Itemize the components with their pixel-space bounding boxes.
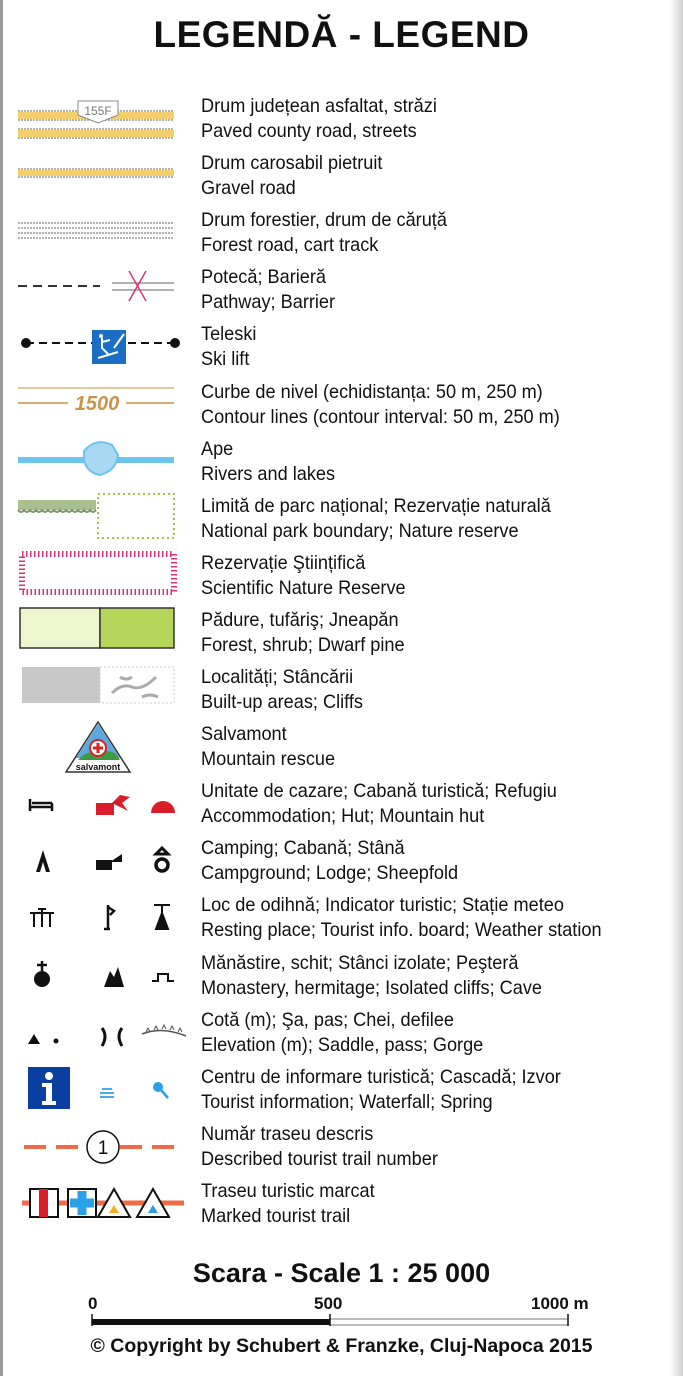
legend-label-en: Ski lift: [201, 348, 250, 371]
pathway-barrier-symbol-icon: [12, 263, 192, 319]
legend-label-ro: Teleski: [201, 323, 257, 346]
gravel-road-symbol-icon: [12, 149, 192, 205]
legend-label-en: Monastery, hermitage; Isolated cliffs; Cave: [201, 976, 543, 999]
resting-symbol-icon: [12, 891, 192, 947]
ski-lift-symbol-icon: [12, 320, 192, 376]
legend-item-accommodation: [0, 777, 683, 833]
legend-label-ro: Cotă (m); Şa, pas; Chei, defilee: [201, 1008, 455, 1031]
legend-label-en: Described tourist trail number: [201, 1147, 438, 1170]
legend-label-en: Resting place; Tourist info. board; Weather station: [201, 919, 602, 942]
svg-text:155F: 155F: [84, 104, 112, 118]
elevation-symbol-icon: [12, 1006, 192, 1062]
legend-label-ro: Unitate de cazare; Cabană turistică; Refugiu: [201, 780, 557, 803]
legend-item-salvamont: [0, 720, 683, 776]
legend-item-pathway-barrier: [0, 263, 683, 319]
legend-label-en: Elevation (m); Saddle, pass; Gorge: [201, 1033, 484, 1056]
legend-item-contour: [0, 378, 683, 434]
legend-label-en: Forest road, cart track: [201, 234, 379, 257]
legend-item-scientific-reserve: [0, 549, 683, 605]
paved-road-symbol-icon: [12, 92, 192, 148]
legend-label-ro: Drum județean asfaltat, străzi: [201, 95, 437, 117]
scale-tick-0: 0: [88, 1294, 98, 1313]
scale-tick-1000: 1000 m: [531, 1294, 589, 1313]
legend-label-ro: Drum forestier, drum de căruță: [201, 209, 447, 232]
legend-item-forest: [0, 606, 683, 662]
legend-item-forest-road: [0, 206, 683, 262]
scale-title: Scara - Scale 1 : 25 000: [192, 1258, 491, 1288]
legend-label-ro: Ape: [201, 437, 234, 460]
legend-label-ro: Mănăstire, schit; Stânci izolate; Peşteră: [201, 951, 519, 974]
salvamont-symbol-icon: [12, 720, 192, 776]
legend-label-en: Campground; Lodge; Sheepfold: [201, 862, 459, 885]
water-symbol-icon: [12, 435, 192, 491]
legend-label-ro: Rezervație Ştiințifică: [201, 551, 366, 574]
info-symbol-icon: [12, 1063, 192, 1119]
legend-item-paved-road: [0, 92, 683, 148]
legend-label-en: Gravel road: [201, 177, 296, 200]
copyright: © Copyright by Schubert & Franzke, Cluj-Napoca 2015: [90, 1335, 593, 1357]
forest-road-symbol-icon: [12, 206, 192, 262]
legend-label-en: Contour lines (contour interval: 50 m, 250 m): [201, 405, 560, 428]
legend-item-camping: [0, 834, 683, 890]
svg-text:1500: 1500: [74, 392, 120, 415]
legend-title: LEGENDĂ - LEGEND: [153, 14, 530, 55]
legend-label-ro: Drum carosabil pietruit: [201, 152, 383, 175]
scientific-reserve-symbol-icon: [12, 549, 192, 605]
forest-symbol-icon: [12, 606, 192, 662]
legend-item-info: [0, 1063, 683, 1119]
legend-label-ro: Pădure, tufăriş; Jneapăn: [201, 608, 399, 631]
legend-item-trail-number: [0, 1120, 683, 1176]
scale-tick-500: 500: [314, 1294, 343, 1313]
legend-label-ro: Număr traseu descris: [201, 1122, 374, 1145]
trail-number-symbol-icon: [12, 1120, 192, 1176]
legend-label-ro: Limită de parc național; Rezervație naturală: [201, 494, 551, 517]
legend-label-ro: Camping; Cabană; Stână: [201, 837, 405, 860]
legend-label-ro: Potecă; Barieră: [201, 266, 326, 289]
legend-item-park-boundary: [0, 492, 683, 548]
legend-label-ro: Salvamont: [201, 723, 287, 746]
legend-label-en: Built-up areas; Cliffs: [201, 691, 363, 713]
legend-label-en: Scientific Nature Reserve: [201, 576, 406, 599]
legend-label-en: Paved county road, streets: [201, 120, 417, 142]
legend-label-ro: Traseu turistic marcat: [201, 1179, 375, 1202]
legend-label-en: Tourist information; Waterfall; Spring: [201, 1090, 493, 1113]
legend-item-water: [0, 435, 683, 491]
legend-label-ro: Localități; Stâncării: [201, 666, 354, 688]
legend-item-built-up: [0, 663, 683, 719]
legend-item-monastery: [0, 949, 683, 1005]
built-up-symbol-icon: [12, 663, 192, 719]
legend-item-gravel-road: [0, 149, 683, 205]
svg-text:salvamont: salvamont: [75, 762, 121, 773]
legend-label-ro: Loc de odihnă; Indicator turistic; Stație meteo: [201, 894, 564, 917]
park-boundary-symbol-icon: [12, 492, 192, 548]
camping-symbol-icon: [12, 834, 192, 890]
legend-item-ski-lift: [0, 320, 683, 376]
contour-symbol-icon: [12, 378, 192, 434]
legend-label-en: Mountain rescue: [201, 748, 336, 771]
legend-label-en: Accommodation; Hut; Mountain hut: [201, 805, 485, 828]
legend-label-ro: Centru de informare turistică; Cascadă; Izvor: [201, 1065, 561, 1088]
legend-item-elevation: [0, 1006, 683, 1062]
legend-label-en: Pathway; Barrier: [201, 291, 336, 314]
monastery-symbol-icon: [12, 949, 192, 1005]
legend-label-ro: Curbe de nivel (echidistanța: 50 m, 250 m): [201, 380, 543, 403]
legend-label-en: National park boundary; Nature reserve: [201, 519, 519, 542]
legend-item-marked-trail: [0, 1177, 683, 1233]
scale-bar: [90, 1314, 580, 1328]
legend-label-en: Marked tourist trail: [201, 1204, 351, 1227]
marked-trail-symbol-icon: [12, 1177, 192, 1233]
legend-label-en: Forest, shrub; Dwarf pine: [201, 633, 405, 656]
accommodation-symbol-icon: [12, 777, 192, 833]
svg-text:1: 1: [97, 1137, 109, 1159]
legend-item-resting: [0, 891, 683, 947]
legend-label-en: Rivers and lakes: [201, 462, 336, 485]
